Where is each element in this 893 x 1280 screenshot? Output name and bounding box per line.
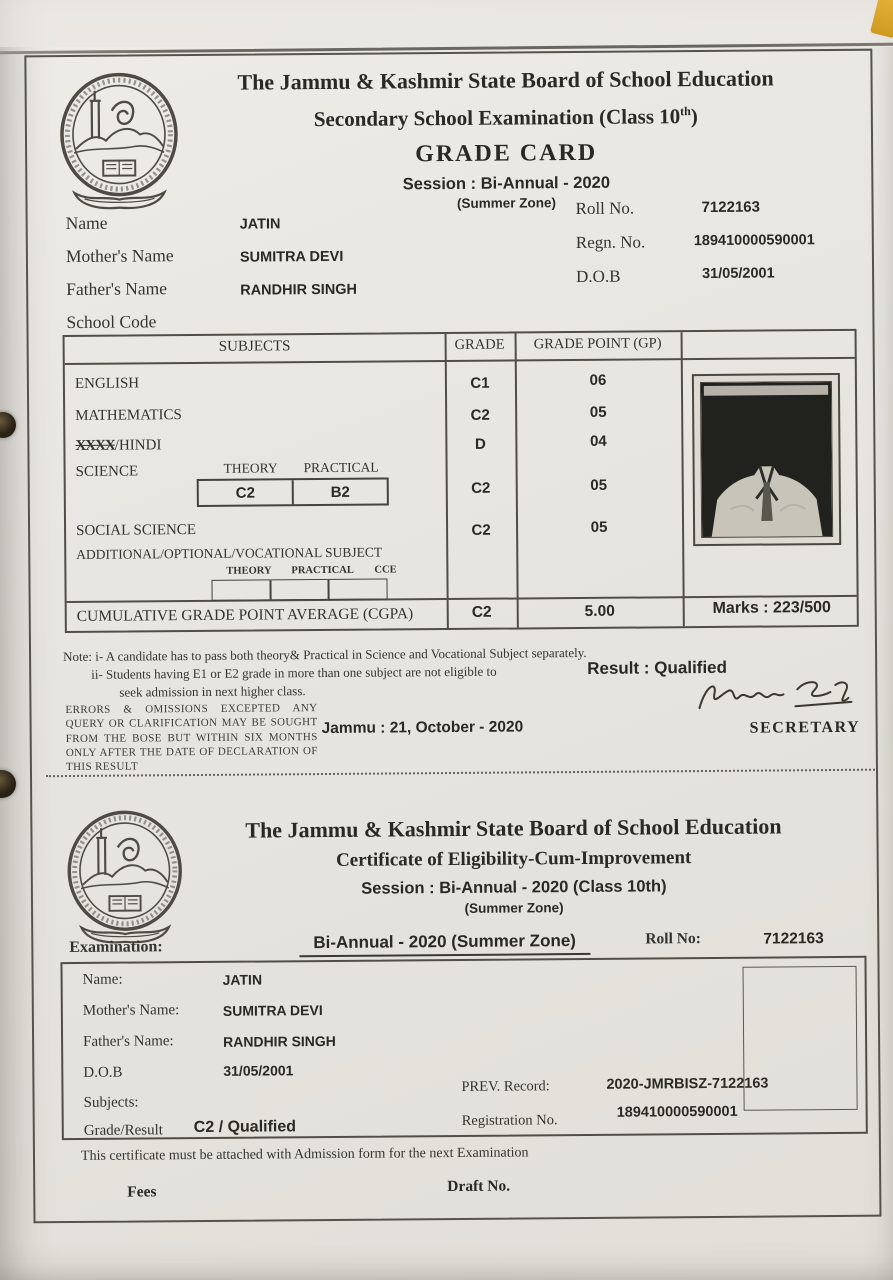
fees-label: Fees	[127, 1183, 157, 1201]
father-label-2: Father's Name:	[83, 1033, 174, 1050]
regn-label: Regn. No.	[575, 232, 646, 253]
father-value-2: RANDHIR SINGH	[223, 1032, 336, 1050]
zone-line: (Summer Zone)	[456, 195, 557, 211]
note-line-1: Note: i- A candidate has to pass both theory& Practical in Science and Vocational Subject separately.	[63, 644, 587, 665]
doc-title: GRADE CARD	[415, 139, 598, 168]
secretary-title: SECRETARY	[749, 718, 861, 737]
certificate-page	[24, 49, 881, 1224]
mother-name-value: SUMITRA DEVI	[239, 248, 344, 266]
grade-card-header	[154, 63, 857, 217]
student-photo-image	[701, 382, 832, 537]
photo-placeholder-box	[743, 966, 858, 1111]
hole-punch	[0, 412, 16, 438]
registration-label: Registration No.	[461, 1112, 558, 1129]
dob-label: D.O.B	[576, 266, 621, 287]
col-header-grade: GRADE	[454, 336, 505, 353]
grade-result-label: Grade/Result	[83, 1122, 164, 1139]
col-header-gp: GRADE POINT (GP)	[533, 335, 662, 353]
name-label-2: Name:	[82, 971, 123, 988]
grade-english: C1	[470, 374, 490, 392]
roll-value-2: 7122163	[763, 930, 824, 948]
attachment-note: This certificate must be attached with Admission form for the next Examination	[80, 1145, 529, 1164]
note-line-3: seek admission in next higher class.	[119, 683, 306, 700]
subjects-label-2: Subjects:	[83, 1094, 139, 1111]
grade-social-science: C2	[471, 521, 491, 539]
father-name-value: RANDHIR SINGH	[240, 281, 358, 299]
cgpa-grade: C2	[471, 603, 492, 621]
grade-hindi: D	[474, 435, 486, 453]
draft-no-label: Draft No.	[447, 1177, 511, 1196]
subject-additional: ADDITIONAL/OPTIONAL/VOCATIONAL SUBJECT	[76, 544, 383, 562]
col-header-subjects: SUBJECTS	[218, 338, 291, 355]
science-practical-label: PRACTICAL	[303, 459, 379, 476]
roll-value: 7122163	[701, 198, 761, 217]
prev-record-label: PREV. Record:	[461, 1078, 550, 1095]
errors-omissions-note: ERRORS & OMISSIONS EXCEPTED ANY QUERY OR CLARIFICATION MAY BE SOUGHT FROM THE BOSE BUT WITHIN SIX MONTHS ONLY AFTER THE DATE OF DECLARATION OF THIS RESULT	[65, 702, 318, 774]
grade-result-value: C2 / Qualified	[193, 1118, 297, 1137]
regn-value: 189410000590001	[693, 232, 815, 250]
name-label: Name	[65, 212, 108, 234]
father-name-label: Father's Name	[66, 278, 168, 300]
paper-top-strip	[0, 0, 893, 47]
grade-science: C2	[471, 479, 491, 497]
mother-value-2: SUMITRA DEVI	[222, 1002, 323, 1019]
note-line-2: ii- Students having E1 or E2 grade in more than one subject are not eligible to	[91, 663, 497, 682]
eligibility-header	[160, 811, 867, 919]
grade-table	[63, 329, 859, 633]
dob-value: 31/05/2001	[702, 265, 775, 283]
examination-label: Examination:	[69, 938, 163, 957]
result-status: Result : Qualified	[587, 657, 728, 678]
additional-marks-box	[211, 579, 387, 601]
dob-label-2: D.O.B	[83, 1064, 123, 1081]
name-value-2: JATIN	[222, 971, 263, 988]
science-theory-grade: C2	[199, 480, 294, 505]
school-code-label: School Code	[66, 311, 157, 333]
science-practical-grade: B2	[330, 483, 350, 501]
student-photo	[692, 373, 841, 546]
subject-english: ENGLISH	[74, 375, 140, 392]
candidate-details-box	[60, 956, 867, 1140]
gp-science: 05	[590, 476, 608, 494]
registration-value: 189410000590001	[616, 1103, 738, 1121]
roll-label: Roll No.	[575, 198, 635, 219]
gp-english: 06	[589, 371, 607, 389]
examination-value: Bi-Annual - 2020 (Summer Zone)	[299, 931, 590, 957]
grade-mathematics: C2	[470, 406, 490, 424]
secretary-signature	[693, 673, 863, 720]
board-title: The Jammu & Kashmir State Board of School Education	[237, 65, 774, 95]
cgpa-value: 5.00	[584, 602, 615, 620]
subject-hindi: XXXX/HINDI	[75, 437, 162, 454]
mother-name-label: Mother's Name	[65, 245, 174, 267]
zone-line-2: (Summer Zone)	[464, 900, 564, 916]
additional-cce-value	[330, 580, 387, 599]
mother-label-2: Mother's Name:	[82, 1002, 180, 1019]
additional-practical-label: PRACTICAL	[291, 564, 354, 577]
gp-social-science: 05	[590, 518, 608, 536]
science-theory-practical-box	[197, 477, 389, 507]
place-date: Jammu : 21, October - 2020	[321, 718, 524, 738]
gp-mathematics: 05	[589, 403, 607, 421]
board-title-2: The Jammu & Kashmir State Board of School Education	[245, 813, 782, 843]
session-line: Session : Bi-Annual - 2020	[402, 173, 611, 194]
roll-label-2: Roll No:	[645, 930, 701, 948]
exam-title: Secondary School Examination (Class 10th)	[313, 104, 698, 132]
marks-total: Marks : 223/500	[712, 599, 831, 617]
session-line-2: Session : Bi-Annual - 2020 (Class 10th)	[361, 877, 667, 898]
eligibility-title: Certificate of Eligibility-Cum-Improvement	[335, 847, 692, 871]
hole-punch	[0, 770, 16, 798]
subject-social-science: SOCIAL SCIENCE	[76, 522, 197, 539]
dob-value-2: 31/05/2001	[223, 1062, 294, 1079]
struck-text: XXXX	[75, 437, 115, 454]
gp-hindi: 04	[589, 432, 607, 450]
subject-mathematics: MATHEMATICS	[75, 407, 182, 424]
additional-practical-value	[271, 580, 330, 599]
additional-theory-label: THEORY	[226, 565, 272, 577]
subject-science: SCIENCE	[75, 463, 139, 480]
prev-record-value: 2020-JMRBISZ-7122163	[606, 1075, 769, 1093]
science-theory-label: THEORY	[223, 460, 278, 476]
name-value: JATIN	[239, 216, 281, 233]
additional-cce-label: CCE	[374, 564, 397, 576]
cgpa-label: CUMULATIVE GRADE POINT AVERAGE (CGPA)	[76, 605, 414, 625]
additional-theory-value	[212, 580, 271, 599]
